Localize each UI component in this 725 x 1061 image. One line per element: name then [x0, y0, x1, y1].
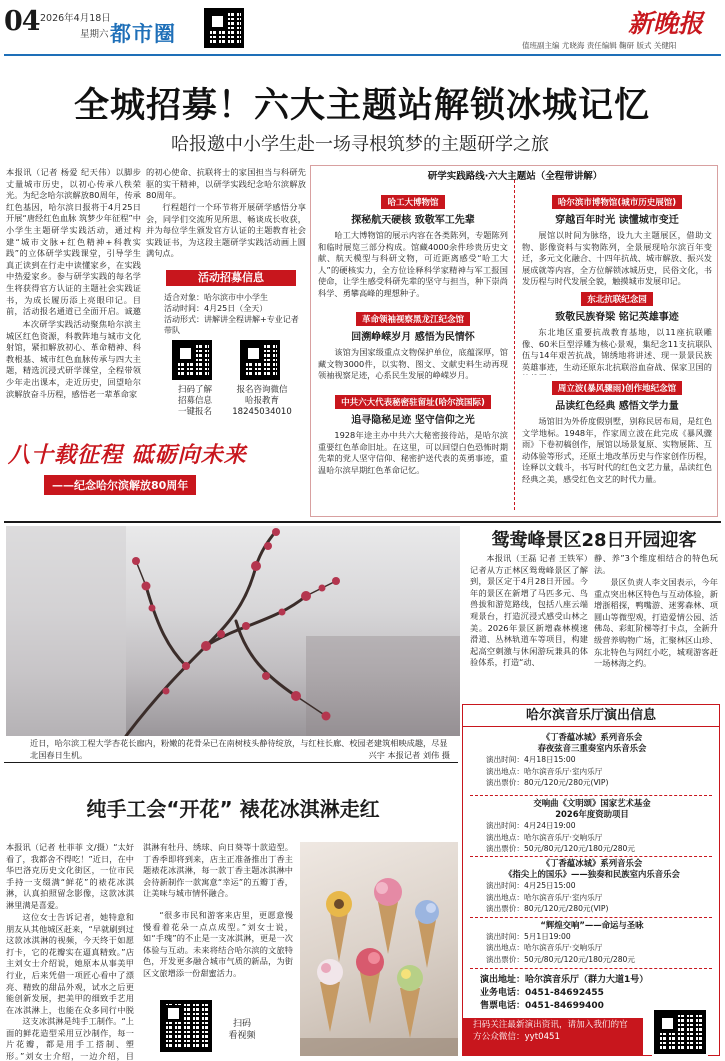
- show-series: 《丁香蕴冰城》系列音乐会: [541, 732, 643, 742]
- park-article-col2: 静、养”3个维度相结合的特色玩法。: [594, 553, 718, 575]
- station-hit-museum: [318, 190, 508, 322]
- show-venue: 演出地点：哈尔滨音乐厅·交响乐厅: [486, 943, 603, 953]
- hall-ticket-phone: 售票电话：0451-84699400: [480, 1001, 604, 1011]
- recruit-audience: 适合对象：哈尔滨市中小学生: [164, 293, 268, 302]
- show-venue: 演出地点：哈尔滨音乐厅·室内乐厅: [486, 766, 603, 776]
- station-desc: 该馆为国家级重点文物保护单位，底蕴深厚，馆藏文物3000件，以实物、图文、文献史料生动再现领袖视察足迹，心系民生发展的峥嵘岁月。: [318, 347, 508, 381]
- hall-promo: [463, 1018, 643, 1055]
- recruit-format: 活动形式：讲解讲全程讲解+专业记者带队: [164, 315, 299, 335]
- show-title: 2026年度资助项目: [555, 809, 629, 820]
- station-city-museum: [522, 190, 712, 300]
- show-2: [472, 798, 712, 854]
- page-number: 04: [4, 6, 40, 37]
- hall-address: 演出地址：哈尔滨音乐厅（群力大道1号）: [480, 975, 649, 985]
- editor-credits: 值班副主编 尤晓海 责任编辑 鞠研 版式 关健阳: [522, 41, 677, 50]
- station-name: 东北抗联纪念园: [581, 292, 653, 306]
- masthead-rule: [4, 54, 721, 56]
- video-qr-caption: [222, 1018, 262, 1042]
- paper-logo: 新晚报: [628, 9, 704, 38]
- section-name: 都市圈: [110, 22, 176, 46]
- station-slogan: 追寻隐秘足迹 坚守信仰之光: [351, 415, 475, 426]
- station-name: 周立波(暴风骤雨)创作地纪念馆: [552, 381, 682, 395]
- show-1: [472, 732, 712, 788]
- video-qr-code[interactable]: [160, 1000, 212, 1052]
- show-title: 春夜弦音三重奏室内乐音乐会: [537, 743, 647, 754]
- park-article-col2b: 景区负责人李文国表示，今年重点突出林区特色与互动体验，新增浙稻探，鸭嘴游、迷雾森林、项圆山等微型观，打造爱情公园、活佛岛、彩虹阶梯等打卡点，全新升级营养购物广场，汇聚林区山珍、东北特色与网红小吃，城观游客赶一场林海之约。: [594, 577, 718, 669]
- concert-hall-title: 哈尔滨音乐厅演出信息: [463, 705, 719, 727]
- station-name: 哈工大博物馆: [381, 195, 444, 209]
- show-divider-4: [470, 968, 712, 969]
- show-time: 演出时间：4月25日15:00: [486, 881, 576, 891]
- video-caption-line1: 扫码: [232, 1019, 251, 1029]
- station-slogan: 回溯峥嵘岁月 感悟为民情怀: [351, 332, 475, 343]
- issue-date: 2026年4月18日: [40, 13, 111, 24]
- masthead-qr-code[interactable]: [204, 8, 244, 48]
- signup-caption-line3: 一键报名: [177, 407, 212, 417]
- contact-qr-caption: [226, 385, 298, 418]
- icecream-cones-illustration: [300, 842, 458, 1056]
- icecream-title: 纯手工会“开花” 裱花冰淇淋走红: [86, 797, 380, 821]
- park-article-col1: 本报讯（王磊 记者 王铁军）记者从方正林区鸳鸯峰景区了解到，景区定于4月28日开园。今年的景区在新增了马匹多元、鸟兽拔和游览路线，包括八座云端观景台，打造沉浸式感受山林之美。2026年景区新增森林模速滑道、丛林轨道车等项目，构建起高空刺激与休闲游玩兼具的体验体系，打造“动、: [470, 553, 588, 668]
- show-3: [472, 858, 712, 914]
- show-price: 演出票价：50元/80元/120元/180元/280元: [486, 954, 635, 964]
- hall-business-phone: 业务电话：0451-84692455: [480, 988, 604, 998]
- icecream-col1b: 这位女士告诉记者，她特意和朋友从其他城区赶来，“早就刷到过这款冰淇淋的视频，今天终于如愿打卡，它的花瓣实在逼真精致。”店主刘女士介绍说，她原本从事美甲行业，后来凭借一项匠心看中了漂亮、精致的甜品外观，试水之后更能创新发展，把美甲的细致手艺用在冰淇淋上，也能在众多同行中脱: [6, 912, 134, 1015]
- section-rule-2: [4, 762, 458, 763]
- section-rule-1: [4, 521, 721, 523]
- show-divider-2: [470, 856, 712, 857]
- show-title: “辉煌交响”——命运与圣咏: [540, 920, 644, 930]
- show-price: 演出票价：80元/120元/280元(VIP): [486, 777, 609, 787]
- icecream-col1c: 这支冰淇淋是纯手工制作。“上面的鲜花造型采用豆沙制作，每一片花瓣，都是用手工搭制、塑形。”刘女士介绍，一边介绍，目: [6, 1016, 134, 1061]
- main-subtitle: 哈报邀中小学生赴一场寻根筑梦的主题研学之旅: [171, 134, 549, 155]
- station-desc: 东北地区重要抗战教育基地，以11座抗联雕像、60米巨型浮雕为核心景观，集纪念11支抗联队伍与14年艰苦抗战，锦绣地将讲述、现一景景民族英雄事迹，生动还原东北抗联浴血奋战、保家卫国的: [522, 327, 712, 372]
- photo-credit: 兴宇 本报记者 刘伟 摄: [368, 749, 450, 760]
- station-desc: 场馆旧为外侨度假别墅，别称民居布局，是红色文学地标。1948年，作家周立波在此完成《暴风骤雨》下卷初稿创作，展馆以场景复原、实物展陈、互动体验等形式，还原土地改革历史与作家创作历程，诠释以文载斗，书写时代的红色文艺力量，品读红色经典之美，感受红色文艺的时代力量。: [522, 416, 712, 484]
- apricot-blossom-photo: [6, 526, 460, 736]
- blossom-branch-illustration: [6, 526, 460, 736]
- article-body-col1: 本报讯（记者 杨爱 纪天伟）以脚步丈量城市历史，以初心传承八秩荣光。为纪念哈尔滨解放80周年，传承红色基因，哈尔滨日报将于4月25日开展“唐经红色血脉 筑梦少年征程”中小学生主题研学实践活动，通过构建“城市文脉+红色精神+科教实践”的立体研学实践课堂，引导学生真正读到在行走中读懂家乡，在实践中热爱家乡。参与研学实践的每名学生将获得官方认证的主题社会实践证书，为成长履历添上亮眼印记。目前，活动报名通道已全面开启。诚邀: [6, 167, 141, 317]
- banner-subtitle: ——纪念哈尔滨解放80周年: [44, 475, 196, 495]
- station-slogan: 品读红色经典 感悟文学力量: [555, 401, 679, 412]
- show-time: 演出时间：4月18日15:00: [486, 755, 576, 765]
- station-desc: 展馆以时间为脉络，设九大主题展区，借助文物、影像资料与实物陈列，全景展现哈尔滨百年变迁，多元文化融合、十四年抗战、城市解放、振兴发展成就等内容，全方位解锁冰城历史，民俗文化，书发历程与时代发展全貌，触摸城市发展印记。: [522, 230, 712, 287]
- hall-promo-text: 扫码关注最新演出资讯，请加入我们的官方公众微信：yyt0451: [473, 1020, 628, 1042]
- route-title: 研学实践路线·六大主题站（全程带讲解）: [390, 166, 640, 184]
- route-center-divider: [514, 180, 515, 510]
- photo-caption-text: 近日，哈尔滨工程大学杏花长廊内，粉嫩的花骨朵已在南树枝头静待绽放，与红柱长廊、校园老建筑相映成趣，尽显北国春日生机。: [30, 738, 448, 760]
- icecream-col2b: “很多市民和游客来店里，更愿意慢慢看着花朵一点点成型。”刘女士说，如“手瑰”的不止是一支冰淇淋，更是一次体验与互动。未来将结合哈尔滨的文旅特色，开发更多融合城市气质的新品，为街区文旅增添一份甜蜜活力。: [143, 910, 293, 978]
- show-time: 演出时间：4月24日19:00: [486, 821, 576, 831]
- show-series: 交响曲《文明颂》国家艺术基金: [533, 798, 651, 808]
- contact-caption-line3: 18245034010: [232, 407, 292, 417]
- signup-caption-line1: 扫码了解: [177, 385, 212, 395]
- article-body-col1b: 本次研学实践活动聚焦哈尔滨主城区红色资源，科教阵地与城市文化射馆，紧扣解放初心、革命精神、科教根基、城市红色血脉传承与四大主题，精选沉浸式研学课堂，全程带领少年走出课本，走近历史，回望哈尔滨解放奋斗历程，感悟老一辈革命家: [6, 319, 141, 399]
- show-price: 演出票价：50元/80元/120元/180元/280元: [486, 843, 635, 853]
- station-slogan: 探秘航天硬核 致敬军工先辈: [351, 215, 475, 226]
- contact-caption-line1: 报名咨询微信: [236, 385, 288, 395]
- station-zhou-libo-memorial: [522, 376, 712, 510]
- article-body-col2: 的初心使命、抗联将士的家国担当与科研先驱的实干精神，以研学实践纪念哈尔滨解放80周年。: [146, 167, 306, 201]
- main-headline: 全城招募！六大主题站解锁冰城记忆: [73, 86, 650, 126]
- hall-qr-code[interactable]: [654, 1010, 706, 1054]
- station-slogan: 致敬民族脊梁 铭记英雄事迹: [555, 312, 679, 323]
- station-name: 革命领袖视察黑龙江纪念馆: [356, 312, 470, 326]
- icecream-photo: [300, 842, 458, 1056]
- issue-weekday: 星期六: [80, 29, 109, 40]
- show-venue: 演出地点：哈尔滨音乐厅·室内乐厅: [486, 892, 603, 902]
- contact-qr-code[interactable]: [240, 340, 280, 380]
- station-desc: 1928年途主办中共六大秘密接待站，是哈尔滨重要红色革命旧址。在这里，可以回望白色恐怖时期先辈的党人坚守信仰、秘密护送代表的英勇事迹，重温哈尔滨早期红色革命记忆。: [318, 430, 508, 475]
- contact-caption-line2: 哈报教育: [244, 396, 279, 406]
- anniversary-banner: [8, 438, 304, 500]
- station-desc: 哈工大博物馆的展示内容在各类陈列，专题陈列和临时展览三部分构成。馆藏4000余件珍贵历史文献、航天模型与科研文物，可近距离感受“哈工大人”的硬核实力，全方位诠释科学家精神与军工报国使命，让学生感受科研先辈的坚守与担当，种下崇尚科学、勇攀高峰的理想种子。: [318, 230, 508, 298]
- video-caption-line2: 看视频: [228, 1031, 256, 1041]
- station-sixth-congress-site: [318, 390, 508, 512]
- show-venue: 演出地点：哈尔滨音乐厅·交响乐厅: [486, 832, 603, 842]
- signup-caption-line2: 招募信息: [177, 396, 212, 406]
- show-series: 《丁香蕴冰城》系列音乐会: [541, 858, 643, 868]
- show-divider-1: [470, 795, 712, 796]
- show-divider-3: [470, 917, 712, 918]
- station-name: 中共六大代表秘密驻留址(哈尔滨国际): [335, 395, 491, 409]
- recruit-title: 活动招募信息: [166, 270, 296, 286]
- masthead: [0, 0, 725, 56]
- show-4: [472, 920, 712, 965]
- icecream-col2: 淇淋有牡丹、绣球、向日葵等十款造型。丁香季即将到来，店主正准备推出丁香主题裱花冰淇淋，每一款丁香主题冰淇淋中会待新制作一款寓意“幸运”的五瓣丁香，让美味与城市情怀融合。: [143, 842, 293, 899]
- hall-contacts: [480, 974, 710, 1013]
- signup-qr-caption: [170, 385, 220, 418]
- show-price: 演出票价：80元/120元/280元(VIP): [486, 903, 609, 913]
- recruit-time: 活动时间：4月25日（全天）: [164, 304, 268, 313]
- station-slogan: 穿越百年时光 读懂城市变迁: [555, 215, 679, 226]
- station-anti-japanese-park: [522, 287, 712, 375]
- article-body-col2b: 行程超行一个环节将开展研学感悟分享会，同学们交流所见所思、畅谈成长收获，并为每位学生颁发官方认证的主题教育社会实践证书，为这段主题研学实践活动画上圆满句点。: [146, 202, 306, 259]
- park-article-title: 鸳鸯峰景区28日开园迎客: [491, 530, 697, 551]
- station-name: 哈尔滨市博物馆(城市历史展馆): [552, 195, 682, 209]
- show-time: 演出时间：5月1日19:00: [486, 932, 571, 942]
- signup-qr-code[interactable]: [172, 340, 212, 380]
- icecream-col1: 本报讯（记者 杜菲菲 文/摄）“太好看了，我都舍不得吃！”近日，在中华巴洛克历史文化街区，一位市民手持一支缀满“鲜花”的裱花冰淇淋，认真拍照留念影像，这款冰淇淋里满是喜爱。: [6, 842, 134, 910]
- station-leader-memorial: [318, 307, 508, 395]
- recruit-info: [164, 292, 304, 336]
- photo-caption: [30, 738, 450, 761]
- show-title: 《指尖上的国乐》——独奏和民族室内乐音乐会: [504, 869, 680, 880]
- banner-main-text: 八十载征程 砥砺向未来: [8, 442, 247, 468]
